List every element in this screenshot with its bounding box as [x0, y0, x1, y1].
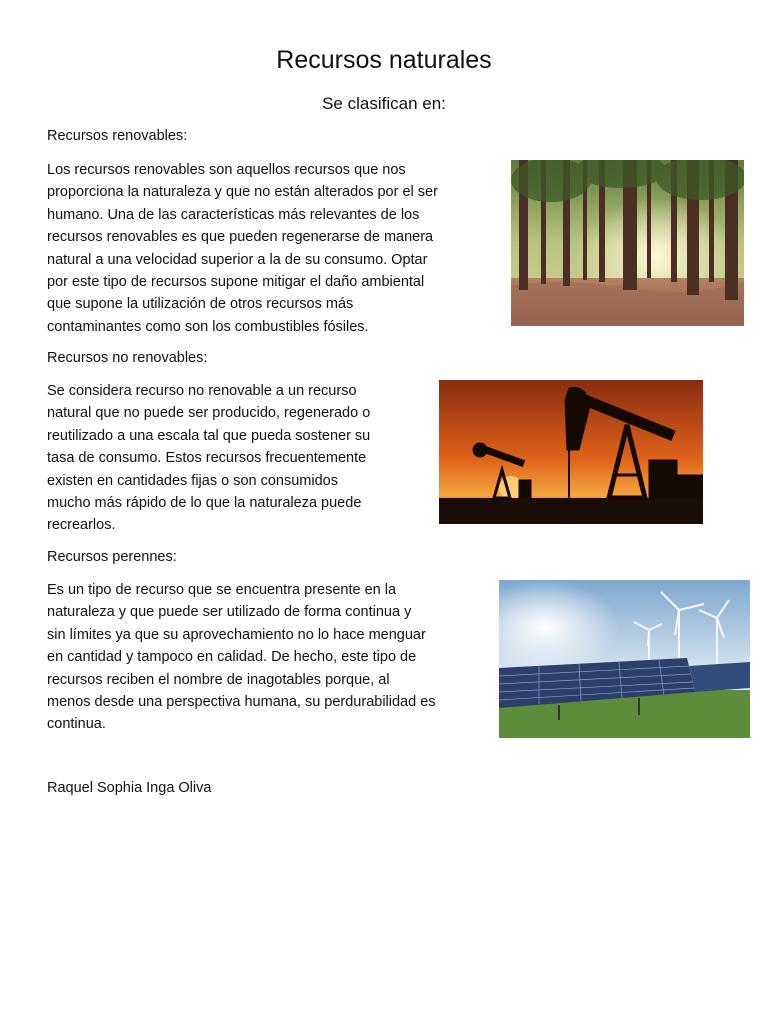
page-subtitle: Se clasifican en:	[322, 94, 446, 113]
text-line: proporciona la naturaleza y que no están alterados por el ser	[47, 184, 438, 201]
section-text-renovables	[47, 159, 438, 338]
text-line: recrearlos.	[47, 517, 116, 534]
text-line: existen en cantidades fijas o son consumidos	[47, 472, 338, 489]
text-line: que supone la utilización de otros recursos más	[47, 296, 354, 313]
section-heading-renovables: Recursos renovables:	[47, 128, 188, 144]
text-line: Los recursos renovables son aquellos recursos que nos	[47, 162, 406, 178]
text-line: natural que no puede ser producido, regenerado o	[47, 405, 371, 422]
text-line: tasa de consumo. Estos recursos frecuentemente	[47, 450, 367, 467]
text-line: contaminantes como son los combustibles fósiles.	[47, 318, 369, 335]
section-text-perennes	[47, 579, 436, 736]
text-line: sin límites ya que su aprovechamiento no lo hace menguar	[47, 626, 426, 643]
forest-photo	[511, 160, 744, 326]
text-line: humano. Una de las características más relevantes de los	[47, 206, 420, 223]
text-line: en cantidad y tampoco en calidad. De hecho, este tipo de	[47, 649, 417, 666]
text-line: Se considera recurso no renovable a un recurso	[47, 383, 357, 399]
text-line: recursos renovables es que pueden regenerarse de manera	[47, 229, 434, 246]
section-heading-no-renovables: Recursos no renovables:	[47, 350, 208, 366]
text-line: por este tipo de recursos supone mitigar el daño ambiental	[47, 274, 425, 291]
text-line: natural a una velocidad superior a la de su consumo. Optar	[47, 251, 428, 268]
text-line: menos desde una perspectiva humana, su perdurabilidad es	[47, 694, 436, 711]
oil-pump-photo	[439, 380, 703, 524]
text-line: naturaleza y que puede ser utilizado de forma continua y	[47, 604, 412, 621]
text-line: recursos reciben el nombre de inagotables porque, al	[47, 671, 390, 688]
section-text-no-renovables	[47, 380, 370, 537]
text-line: mucho más rápido de lo que la naturaleza puede	[47, 495, 362, 512]
text-line: Es un tipo de recurso que se encuentra presente en la	[47, 582, 397, 598]
solar-wind-photo	[499, 580, 750, 738]
page-title: Recursos naturales	[276, 46, 492, 74]
text-line: reutilizado a una escala tal que pueda sostener su	[47, 427, 371, 444]
text-line: continua.	[47, 716, 106, 733]
author-name: Raquel Sophia Inga Oliva	[47, 780, 212, 796]
section-heading-perennes: Recursos perennes:	[47, 549, 177, 565]
